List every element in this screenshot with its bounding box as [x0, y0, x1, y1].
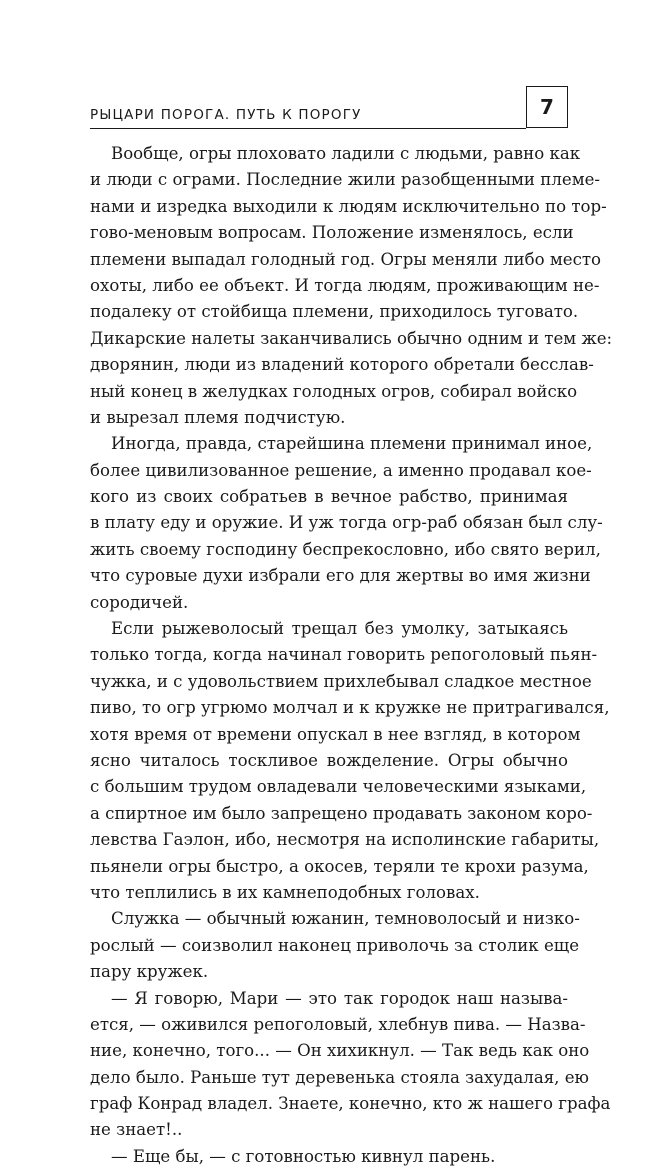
text-line: в плату еду и оружие. И уж тогда огр-раб обязан был слу- [90, 513, 603, 533]
text-line: ние, конечно, того... — Он хихикнул. — Так ведь как оно [90, 1041, 590, 1061]
text-line: и вырезал племя подчистую. [90, 407, 346, 427]
text-line: Если рыжеволосый трещал без умолку, затыкаясь [111, 619, 568, 639]
text-line: только тогда, когда начинал говорить репоголовый пьян- [90, 645, 598, 665]
body-text [90, 141, 613, 1170]
text-line: нами и изредка выходили к людям исключительно по тор- [90, 196, 607, 216]
page-number-box [526, 86, 568, 128]
paragraph [90, 986, 611, 1144]
text-line: дворянин, люди из владений которого обретали бесслав- [90, 355, 594, 375]
text-line: племени выпадал голодный год. Огры меняли либо место [90, 249, 602, 269]
text-line: Вообще, огры плоховато ладили с людьми, равно как [111, 144, 581, 163]
text-line: — Еще бы, — с готовностью кивнул парень. [111, 1146, 496, 1166]
text-line: гово-меновым вопросам. Положение изменялось, если [90, 223, 574, 243]
paragraph [90, 906, 580, 985]
text-line: рослый — соизволил наконец приволочь за столик еще [90, 935, 580, 955]
text-line: Дикарские налеты заканчивались обычно одним и тем же: [90, 328, 613, 348]
text-line: пару кружек. [90, 962, 209, 982]
text-line: чужка, и с удовольствием прихлебывал сладкое местное [90, 671, 592, 691]
text-line: пьянели огры быстро, а окосев, теряли те крохи разума, [90, 856, 589, 876]
text-line: что теплились в их камнеподобных головах. [90, 882, 480, 902]
text-line: Иногда, правда, старейшина племени принимал иное, [111, 434, 593, 454]
paragraph [90, 1144, 568, 1170]
text-line: Служка — обычный южанин, темноволосый и низко- [111, 909, 580, 929]
text-line: кого из своих собратьев в вечное рабство, принимая [90, 487, 568, 507]
text-line: более цивилизованное решение, а именно продавал кое- [90, 460, 592, 480]
text-line: что суровые духи избрали его для жертвы во имя жизни [90, 566, 591, 586]
text-line: с большим трудом овладевали человеческими языками, [90, 777, 587, 797]
text-line: ясно читалось тоскливое вожделение. Огры обычно [90, 750, 568, 770]
text-line: сородичей. [90, 592, 189, 612]
text-line: граф Конрад владел. Знаете, конечно, кто ж нашего графа [90, 1094, 611, 1114]
text-line: — Я говорю, Мари — это так городок наш называ- [111, 988, 568, 1008]
text-line: ный конец в желудках голодных огров, собирал войско [90, 381, 578, 401]
paragraph [90, 431, 603, 616]
paragraph [90, 616, 610, 906]
text-line: а спиртное им было запрещено продавать законом коро- [90, 803, 593, 823]
running-title: РЫЦАРИ ПОРОГА. ПУТЬ К ПОРОГУ [90, 107, 362, 123]
header-rule [90, 128, 526, 129]
page-number: 7 [540, 95, 554, 119]
text-line: ется, — оживился репоголовый, хлебнув пива. — Назва- [90, 1014, 586, 1034]
text-line: подалеку от стойбища племени, приходилось туговато. [90, 302, 579, 322]
text-line: жить своему господину беспрекословно, ибо свято верил, [90, 539, 601, 559]
text-line: хотя время от времени опускал в нее взгляд, в котором [90, 724, 581, 744]
text-line: не знает!.. [90, 1120, 183, 1140]
paragraph [90, 141, 613, 431]
text-line: пиво, то огр угрюмо молчал и к кружке не притрагивался, [90, 698, 610, 718]
text-line: охоты, либо ее объект. И тогда людям, проживающим не- [90, 275, 600, 295]
text-line: левства Гаэлон, ибо, несмотря на исполинские габариты, [90, 830, 600, 850]
text-line: и люди с ограми. Последние жили разобщенными племе- [90, 170, 601, 190]
text-line: дело было. Раньше тут деревенька стояла захудалая, ею [90, 1067, 590, 1087]
